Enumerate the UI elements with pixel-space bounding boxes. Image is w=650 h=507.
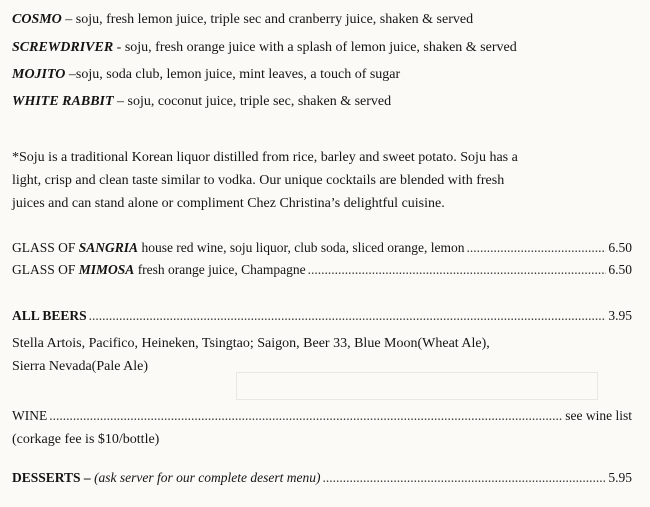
glass-prefix: GLASS OF — [12, 262, 79, 277]
cocktail-desc: - soju, fresh orange juice with a splash of lemon juice, shaken & served — [113, 40, 517, 55]
desserts-label: DESSERTS – — [12, 470, 95, 485]
cocktail-name: MOJITO — [12, 67, 66, 82]
beers-label: ALL BEERS — [12, 308, 87, 323]
cocktail-name: COSMO — [12, 12, 62, 27]
desserts-line — [12, 470, 632, 486]
desserts-note: (ask server for our complete desert menu) — [94, 470, 321, 485]
glass-name: MIMOSA — [78, 262, 135, 277]
beers-line — [12, 308, 632, 324]
soju-note — [12, 148, 638, 214]
cocktail-name: WHITE RABBIT — [12, 94, 114, 109]
dot-leader — [466, 240, 606, 256]
cocktail-screwdriver — [12, 40, 517, 56]
soju-note-line: juices and can stand alone or compliment Chez Christina’s delightful cuisine. — [12, 196, 445, 211]
wine-line — [12, 408, 632, 424]
cocktail-cosmo — [12, 12, 473, 28]
glass-mimosa-line — [12, 262, 632, 278]
glass-desc: house red wine, soju liquor, club soda, sliced orange, lemon — [138, 240, 465, 255]
soju-note-line: light, crisp and clean taste similar to vodka. Our unique cocktails are blended with fresh — [12, 173, 505, 188]
beer-list-line: Stella Artois, Pacifico, Heineken, Tsingtao; Saigon, Beer 33, Blue Moon(Wheat Ale), — [12, 336, 490, 351]
glass-desc: fresh orange juice, Champagne — [134, 262, 306, 277]
beer-list-line: Sierra Nevada(Pale Ale) — [12, 359, 149, 374]
glass-prefix: GLASS OF — [12, 240, 79, 255]
wine-price: see wine list — [565, 408, 632, 423]
desserts-price: 5.95 — [608, 470, 632, 485]
cocktail-name: SCREWDRIVER — [12, 40, 114, 55]
cocktail-desc: – soju, coconut juice, triple sec, shaken & served — [113, 94, 392, 109]
desserts-label-group — [12, 470, 321, 486]
glass-sangria-line — [12, 240, 632, 256]
dot-leader — [49, 408, 563, 424]
beer-list — [12, 334, 490, 377]
wine-label: WINE — [12, 408, 48, 423]
dot-leader — [89, 308, 607, 324]
corkage-note-text: (corkage fee is $10/bottle) — [12, 432, 160, 447]
dot-leader — [308, 262, 607, 278]
glass-sangria-label — [12, 240, 464, 256]
cocktail-desc: –soju, soda club, lemon juice, mint leaves, a touch of sugar — [65, 67, 401, 82]
glass-mimosa-price: 6.50 — [608, 262, 632, 277]
beers-price: 3.95 — [608, 308, 632, 323]
cocktail-white-rabbit — [12, 94, 391, 110]
soju-note-line: *Soju is a traditional Korean liquor distilled from rice, barley and sweet potato. Soju has a — [12, 150, 518, 165]
cocktail-mojito — [12, 67, 400, 83]
wine-corkage-note — [12, 430, 159, 450]
glass-mimosa-label — [12, 262, 306, 278]
glass-sangria-price: 6.50 — [608, 240, 632, 255]
glass-name: SANGRIA — [78, 240, 139, 255]
dot-leader — [323, 470, 607, 486]
cocktail-desc: – soju, fresh lemon juice, triple sec and cranberry juice, shaken & served — [61, 12, 474, 27]
